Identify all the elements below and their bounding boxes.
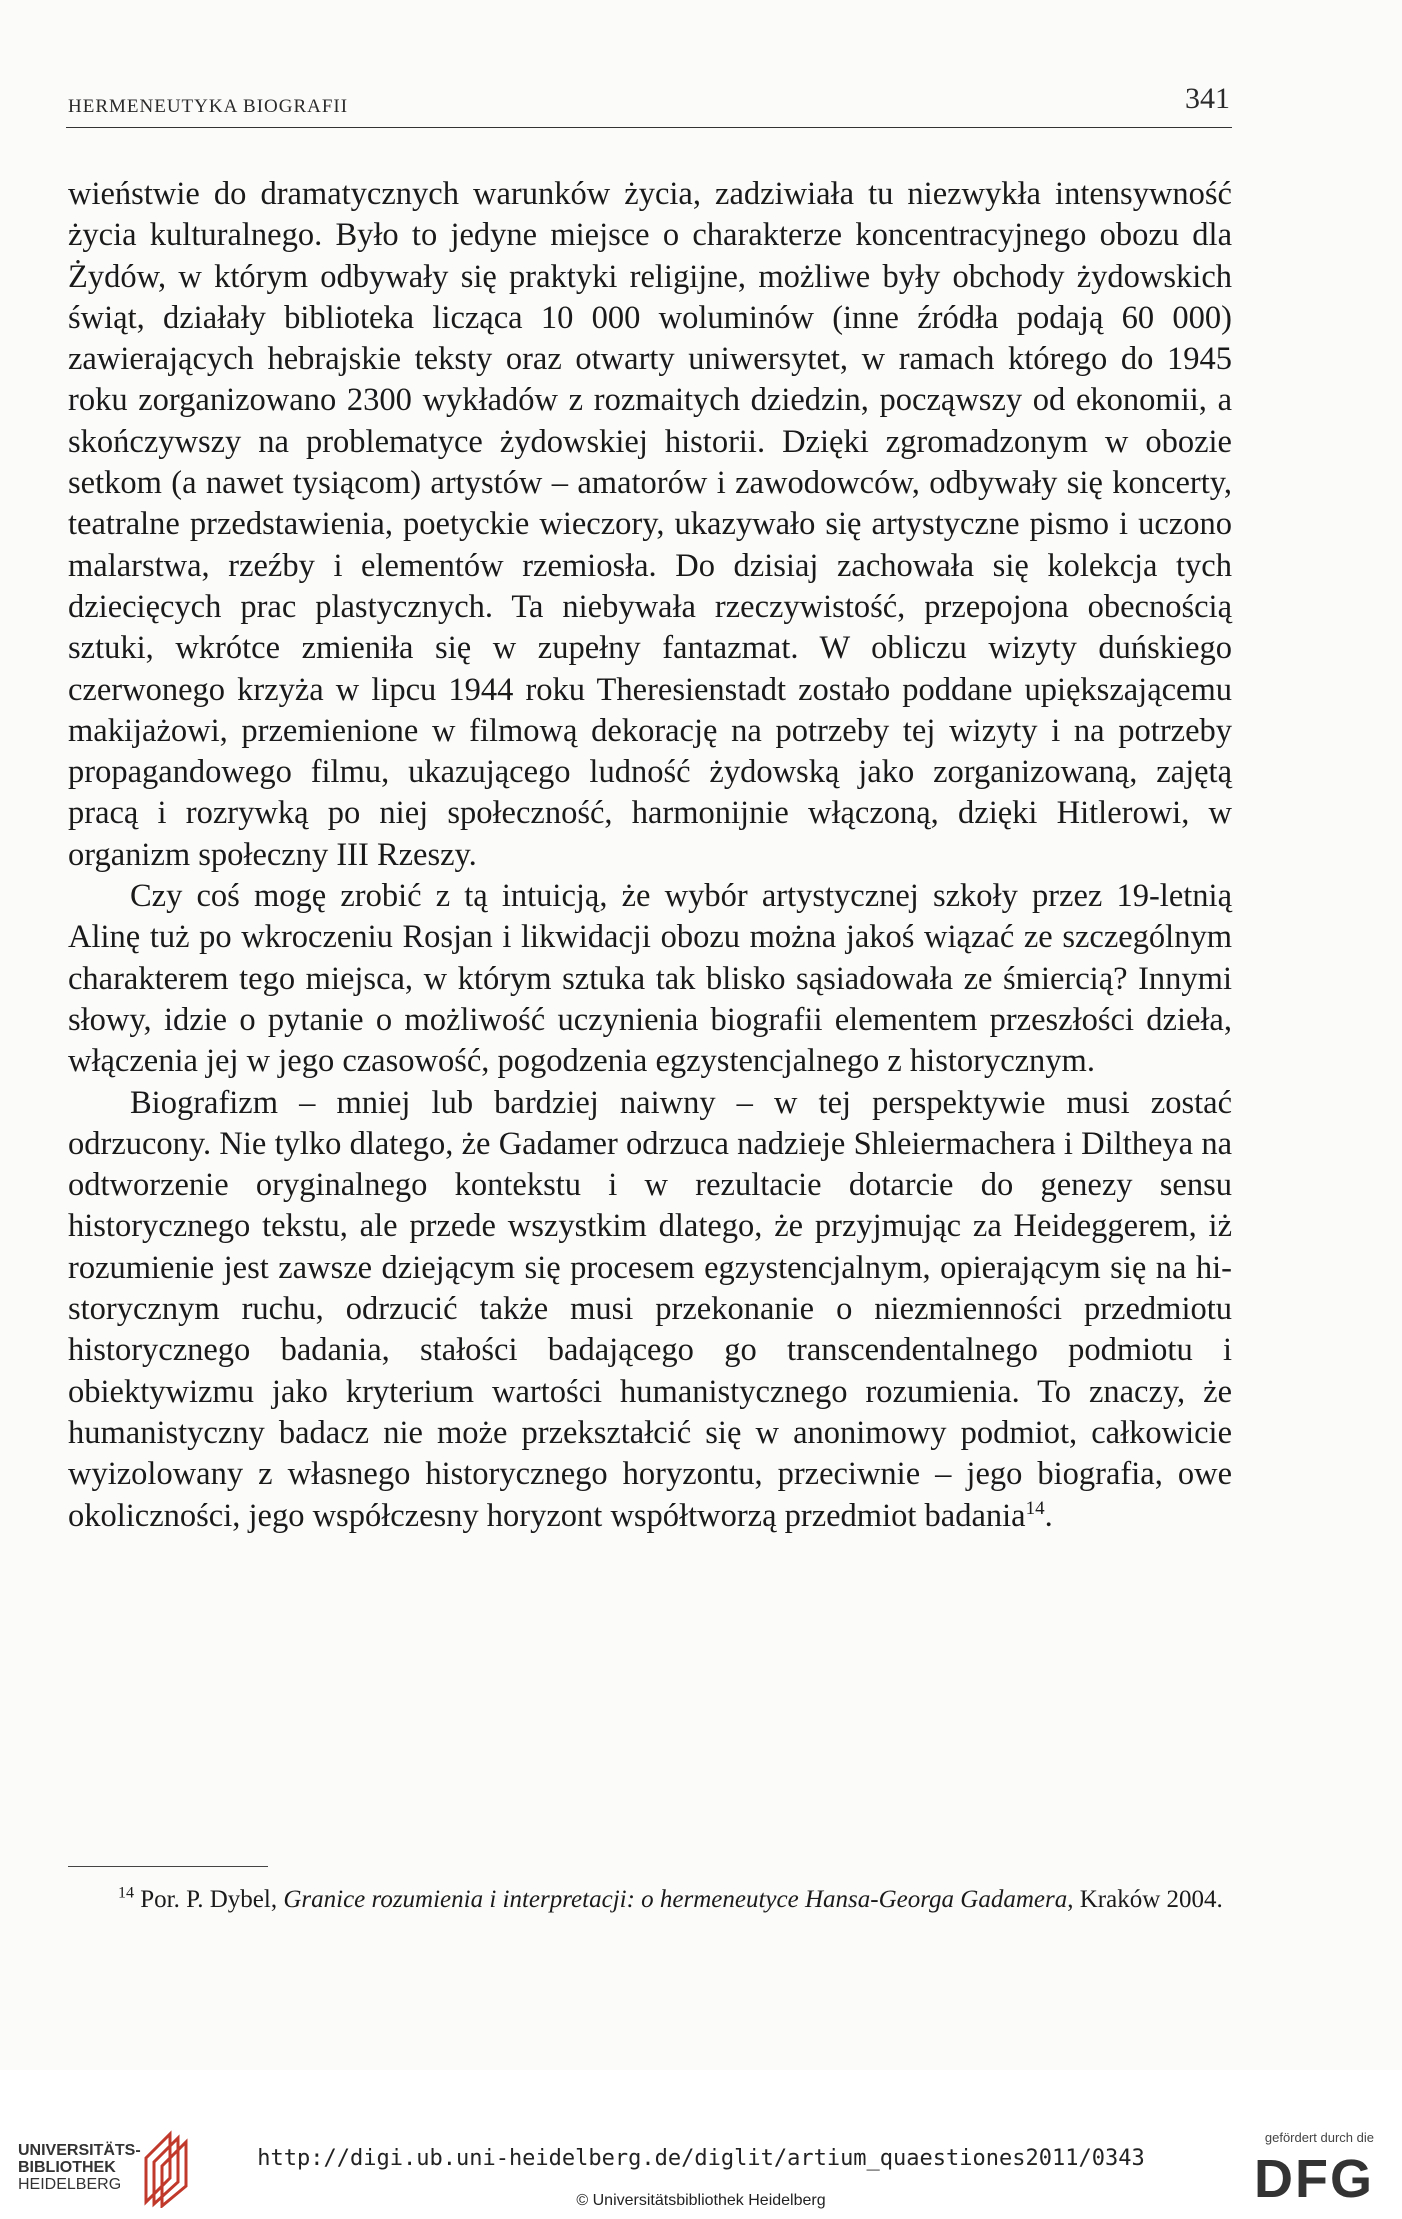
body-text (68, 174, 1232, 1537)
footnote-suffix: , Kraków 2004. (1067, 1886, 1223, 1913)
library-name-line3: HEIDELBERG (18, 2176, 122, 2193)
digitization-footer (0, 2110, 1402, 2219)
paragraph-2: Czy coś mogę zrobić z tą intuicją, że wybór artystycznej szkoły przez 19-letnią Alinę tuż po wkroczeniu Rosjan i likwidacji obozu można jakoś wiązać ze szczególnym charakterem tego miejsca, w którym sztuka tak blisko sąsiadowała ze śmiercią? Innymi słowy, idzie o pytanie o możliwość uczynienia biografii elementem przeszłości dzieła, włączenia jej w jego czasowość, pogodzenia egzystencjalnego z historycznym. (68, 878, 1232, 1080)
paragraph-3 (68, 1083, 1232, 1537)
paragraph-3-end: . (1044, 1497, 1053, 1534)
footnote-title: Granice rozumienia i interpretacji: o hermeneutyce Hansa-Georga Gadamera (283, 1886, 1068, 1913)
footnote-number: 14 (118, 1884, 134, 1902)
footnote-prefix: Por. P. Dybel, (140, 1886, 284, 1913)
header-rule (66, 127, 1232, 128)
footnote-reference: 14 (1025, 1497, 1045, 1519)
sponsor-caption: gefördert durch die (1264, 2130, 1374, 2145)
library-name-line2: BIBLIOTHEK (18, 2159, 116, 2176)
source-url[interactable]: http://digi.ub.uni-heidelberg.de/diglit/artium_quaestiones2011/0343 (257, 2146, 1145, 2171)
paragraph-1: wieństwie do dramatycznych warunków życia, zadziwiała tu niezwykła intensywność życia kulturalnego. Było to jedyne miejsce o charakterze koncentracyjnego obozu dla Żydów, w którym odbywały się praktyki religijne, możliwe były obchody żydowskich świąt, działały biblioteka licząca 10 000 woluminów (inne źródła podają 60 000) zawierających hebrajskie teksty oraz otwarty uniwersytet, w ramach którego do 1945 roku zorganizowano 2300 wykładów z rozmaitych dziedzin, począwszy od ekonomii, a skończywszy na problematyce żydowskiej historii. Dzięki zgromadzonym w obozie setkom (a nawet tysiącom) artystów – amatorów i zawodowców, odbywały się koncerty, teatralne przedstawienia, poetyckie wieczory, ukazywało się artystyczne pismo i uczono malarstwa, rzeźby i elementów rzemiosła. Do dzisiaj zachowała się kolekcja tych dziecięcych prac plastycznych. Ta niebywała rzeczywistość, przepojona obecnością sztuki, wkrótce zmieniła się w zupełny fantazmat. W obliczu wizyty duńskiego czerwonego krzyża w lipcu 1944 roku Theresienstadt zostało poddane upiększającemu makijażowi, przemienione w filmową dekorację na potrzeby tej wizyty i na potrzeby propagandowego filmu, ukazującego ludność żydowską jako zorganizowaną, zajętą pracą i rozrywką po niej społeczność, harmonijnie włączoną, dzięki Hitlerowi, w organizm społeczny III Rzeszy. (68, 176, 1232, 873)
copyright-notice: © Universitätsbibliothek Heidelberg (576, 2192, 826, 2209)
page-number: 341 (1185, 82, 1230, 115)
paragraph-3-text: Biografizm – mniej lub bardziej naiwny – w tej perspektywie musi zostać odrzucony. Nie tylko dlatego, że Gadamer odrzuca nadzieje Shleiermachera i Diltheya na odtworzenie oryginalnego kontekstu i w rezultacie dotarcie do genezy sensu historycznego tekstu, ale przede wszystkim dlatego, że przyjmując za Heideggerem, iż rozumienie jest zawsze dziejącym się procesem egzystencjalnym, opierającym się na historycznym ruchu, odrzucić także musi przekonanie o niezmienności przedmiotu historycznego badania, stałości badającego go transcendentalnego podmiotu i obiektywizmu jako kryterium wartości humanistycznego rozumienia. To znaczy, że humanistyczny badacz nie może przekształcić się w anonimowy podmiot, całkowicie wyizolowany z własnego historycznego horyzontu, przeciwnie – jego biografia, owe okoliczności, jego współczesny horyzont współtworzą przedmiot badania (68, 1084, 1232, 1534)
running-title: HERMENEUTYKA BIOGRAFII (68, 96, 349, 117)
dfg-logo: DFG (1254, 2149, 1374, 2209)
footnote-rule (68, 1866, 268, 1867)
library-name-line1: UNIVERSITÄTS- (18, 2142, 141, 2159)
footnote (68, 1880, 1232, 1919)
